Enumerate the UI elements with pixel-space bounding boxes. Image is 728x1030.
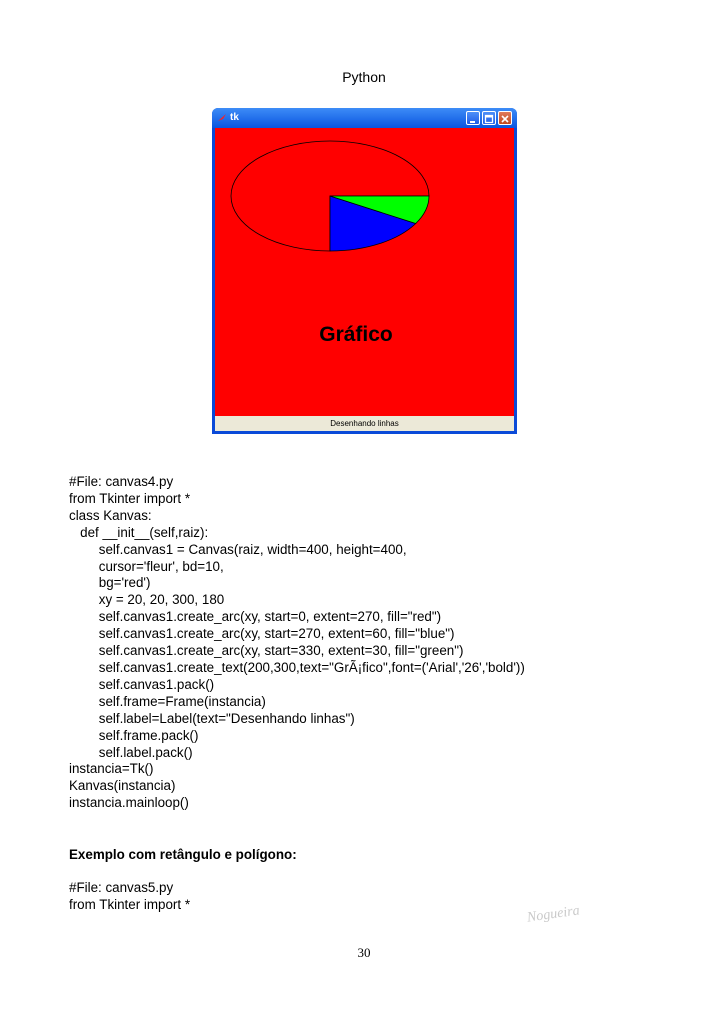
code1-line: from Tkinter import * — [69, 490, 191, 506]
code1-line: cursor='fleur', bd=10, — [69, 558, 224, 574]
code1-line: self.canvas1 = Canvas(raiz, width=400, height=400, — [69, 541, 407, 557]
code1-line: instancia=Tk() — [69, 761, 154, 777]
drawing-canvas[interactable] — [215, 128, 514, 416]
code1-line: self.frame.pack() — [69, 727, 199, 743]
close-icon — [499, 113, 511, 125]
code1-line: self.canvas1.pack() — [69, 676, 215, 692]
code1-line: self.canvas1.create_arc(xy, start=330, extent=30, fill="green") — [69, 643, 464, 659]
code1-line: self.frame=Frame(instancia) — [69, 693, 266, 709]
minimize-button[interactable] — [466, 111, 480, 125]
code1-line: Kanvas(instancia) — [69, 778, 176, 794]
page-header-title: Python — [342, 69, 386, 85]
canvas-background — [215, 128, 514, 416]
code1-line: self.label=Label(text="Desenhando linhas") — [69, 710, 355, 726]
window-titlebar[interactable] — [212, 108, 517, 128]
code-block-canvas4 — [69, 474, 525, 812]
code1-line: class Kanvas: — [69, 507, 152, 523]
code1-line: bg='red') — [69, 575, 151, 591]
maximize-icon — [483, 113, 495, 125]
close-button[interactable] — [498, 111, 512, 125]
code1-line: xy = 20, 20, 300, 180 — [69, 592, 225, 608]
code-block-canvas5 — [69, 880, 190, 914]
author-signature: Nogueira — [526, 903, 581, 926]
code1-line: self.label.pack() — [69, 744, 193, 760]
window-title: tk — [230, 112, 239, 123]
code1-line: def __init__(self,raiz): — [69, 524, 209, 540]
section-heading: Exemplo com retângulo e polígono: — [69, 847, 297, 862]
tk-window — [212, 108, 517, 434]
code1-line: self.canvas1.create_arc(xy, start=270, extent=60, fill="blue") — [69, 626, 455, 642]
code2-line: #File: canvas5.py — [69, 880, 174, 895]
canvas-text-grafico: Gráfico — [319, 323, 393, 346]
window-client-area — [215, 128, 514, 431]
code1-line: #File: canvas4.py — [69, 474, 174, 489]
maximize-button[interactable] — [482, 111, 496, 125]
code1-line: self.canvas1.create_text(200,300,text="GrÃ¡fico",font=('Arial','26','bold')) — [69, 659, 525, 675]
code2-line: from Tkinter import * — [69, 896, 191, 912]
tk-feather-icon — [217, 113, 227, 122]
status-label: Desenhando linhas — [330, 419, 399, 428]
page-number: 30 — [357, 945, 371, 960]
minimize-icon — [467, 113, 479, 125]
code1-line: instancia.mainloop() — [69, 795, 189, 811]
code1-line: self.canvas1.create_arc(xy, start=0, extent=270, fill="red") — [69, 609, 442, 625]
